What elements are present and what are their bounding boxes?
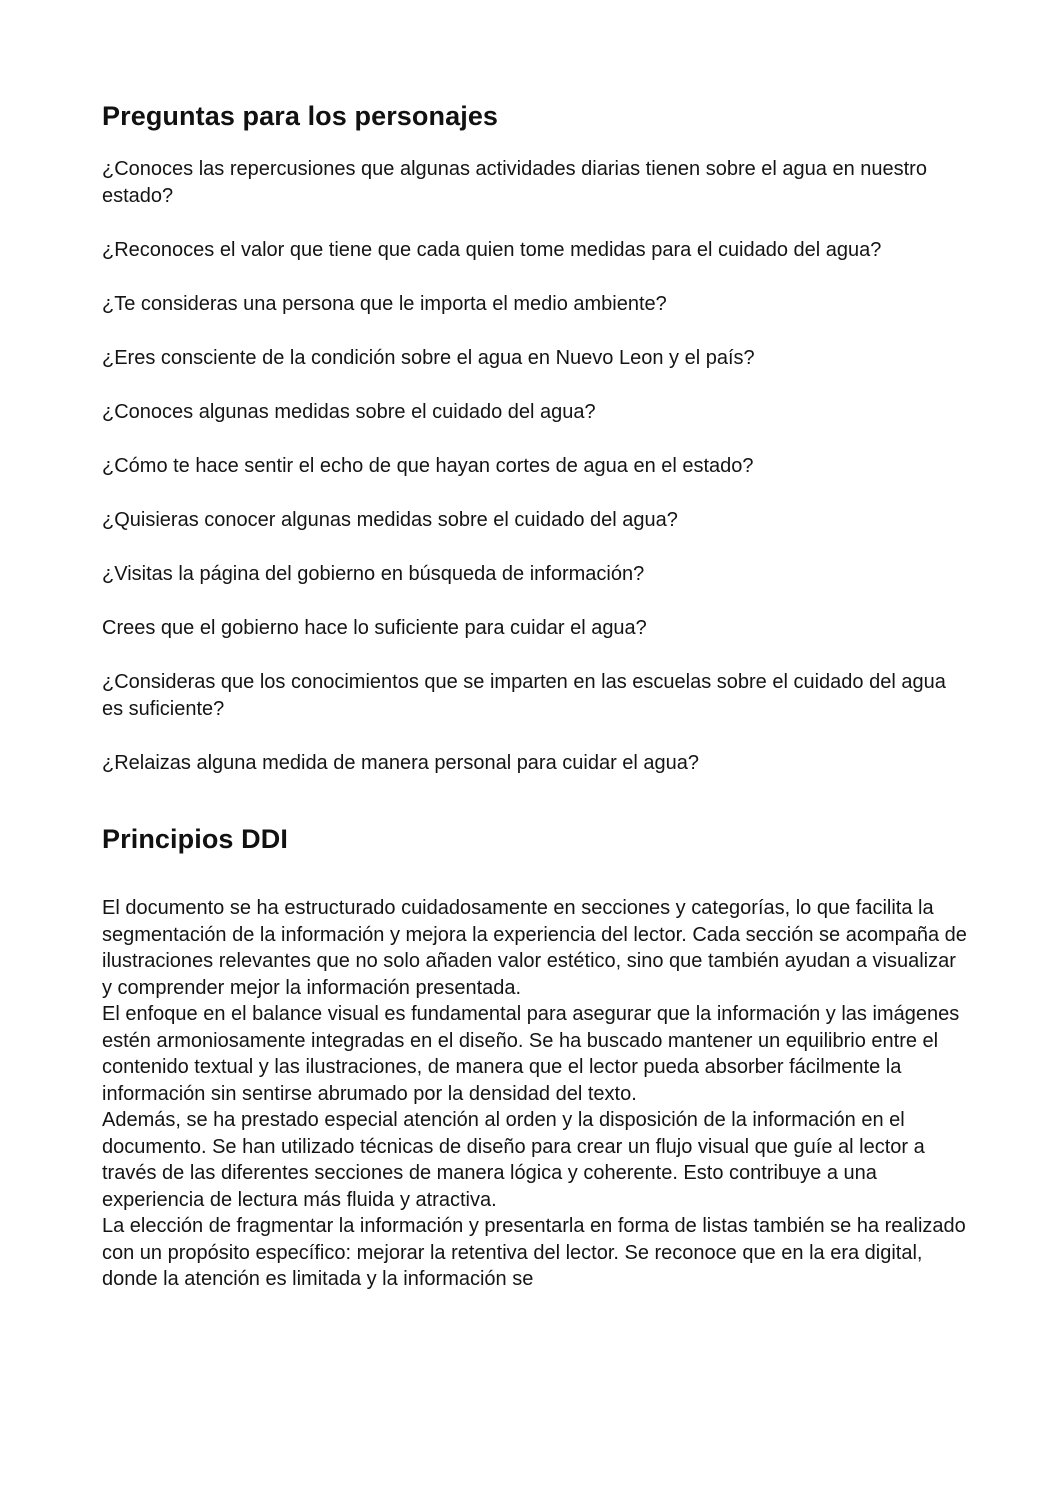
body-paragraph: El documento se ha estructurado cuidadosamente en secciones y categorías, lo que facilita la segmentación de la información y mejora la experiencia del lector. Cada sección se acompaña de ilustraciones relevantes que no solo añaden valor estético, sino que también ayudan a visualizar y comprender mejor la información presentada.	[102, 897, 967, 999]
question-item: ¿Conoces las repercusiones que algunas actividades diarias tienen sobre el agua en nuestro estado?	[102, 158, 927, 207]
page-content	[102, 96, 968, 1293]
question-item: ¿Te consideras una persona que le importa el medio ambiente?	[102, 293, 667, 315]
question-item: ¿Quisieras conocer algunas medidas sobre el cuidado del agua?	[102, 509, 678, 531]
principles-body	[102, 895, 968, 1293]
question-item: ¿Visitas la página del gobierno en búsqueda de información?	[102, 563, 645, 585]
body-paragraph: Además, se ha prestado especial atención al orden y la disposición de la información en el documento. Se han utilizado técnicas de diseño para crear un flujo visual que guíe al lector a través de las diferentes secciones de manera lógica y coherente. Esto contribuye a una experiencia de lectura más fluida y atractiva.	[102, 1109, 925, 1211]
question-item: ¿Eres consciente de la condición sobre el agua en Nuevo Leon y el país?	[102, 347, 755, 369]
question-item: ¿Reconoces el valor que tiene que cada quien tome medidas para el cuidado del agua?	[102, 239, 882, 261]
question-item: ¿Conoces algunas medidas sobre el cuidado del agua?	[102, 401, 596, 423]
principles-section	[102, 819, 968, 1293]
body-paragraph: La elección de fragmentar la información y presentarla en forma de listas también se ha realizado con un propósito específico: mejorar la retentiva del lector. Se reconoce que en la era digital, donde la atención es limitada y la información se	[102, 1215, 966, 1290]
question-item: ¿Consideras que los conocimientos que se imparten en las escuelas sobre el cuidado del agua es suficiente?	[102, 671, 946, 720]
questions-section	[102, 96, 968, 777]
question-item: ¿Cómo te hace sentir el echo de que hayan cortes de agua en el estado?	[102, 455, 754, 477]
section-heading-principles: Principios DDI	[102, 824, 288, 854]
body-paragraph: El enfoque en el balance visual es fundamental para asegurar que la información y las imágenes estén armoniosamente integradas en el diseño. Se ha buscado mantener un equilibrio entre el contenido textual y las ilustraciones, de manera que el lector pueda absorber fácilmente la información sin sentirse abrumado por la densidad del texto.	[102, 1003, 960, 1105]
questions-list	[102, 156, 968, 777]
question-item: Crees que el gobierno hace lo suficiente para cuidar el agua?	[102, 617, 647, 639]
section-heading-questions: Preguntas para los personajes	[102, 101, 499, 131]
question-item: ¿Relaizas alguna medida de manera personal para cuidar el agua?	[102, 752, 700, 774]
